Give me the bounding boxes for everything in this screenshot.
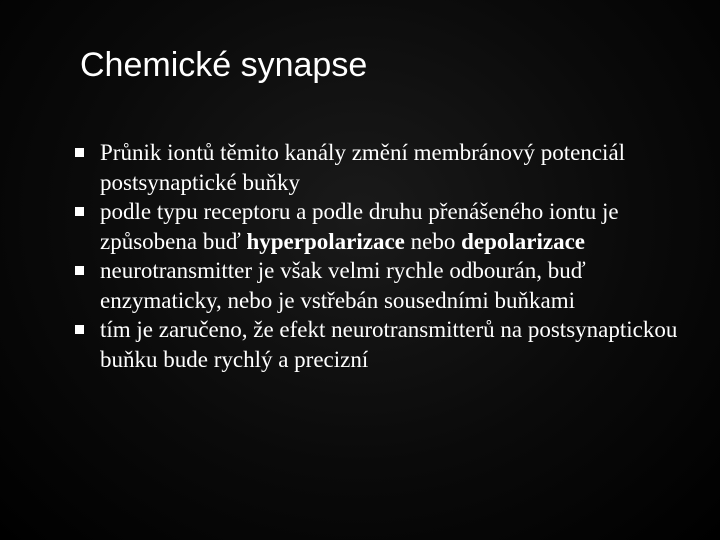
bullet-list (72, 138, 702, 374)
text-run: tím je zaručeno, že efekt neurotransmitterů na postsynaptickou buňku bude rychlý a precizní (100, 317, 678, 372)
bullet-text (100, 258, 586, 313)
bullet-item (72, 315, 702, 374)
square-bullet-icon (75, 207, 84, 216)
bullet-item (72, 256, 702, 315)
square-bullet-icon (75, 148, 84, 157)
text-run: Průnik iontů těmito kanály změní membránový potenciál postsynaptické buňky (100, 140, 626, 195)
slide-title: Chemické synapse (80, 46, 368, 84)
bold-term: hyperpolarizace (246, 228, 405, 254)
text-run: podle typu receptoru a podle druhu přenášeného iontu je způsobena buď (100, 199, 619, 254)
bullet-item (72, 197, 702, 256)
bullet-text (100, 199, 619, 254)
bullet-text (100, 317, 677, 372)
square-bullet-icon (75, 266, 84, 275)
bold-term: depolarizace (461, 228, 585, 254)
square-bullet-icon (75, 325, 84, 334)
bullet-item (72, 138, 702, 197)
text-run: neurotransmitter je však velmi rychle odbourán, buď enzymaticky, nebo je vstřebán sousedními buňkami (100, 258, 586, 313)
text-run: nebo (404, 228, 462, 254)
bullet-text (100, 140, 625, 195)
